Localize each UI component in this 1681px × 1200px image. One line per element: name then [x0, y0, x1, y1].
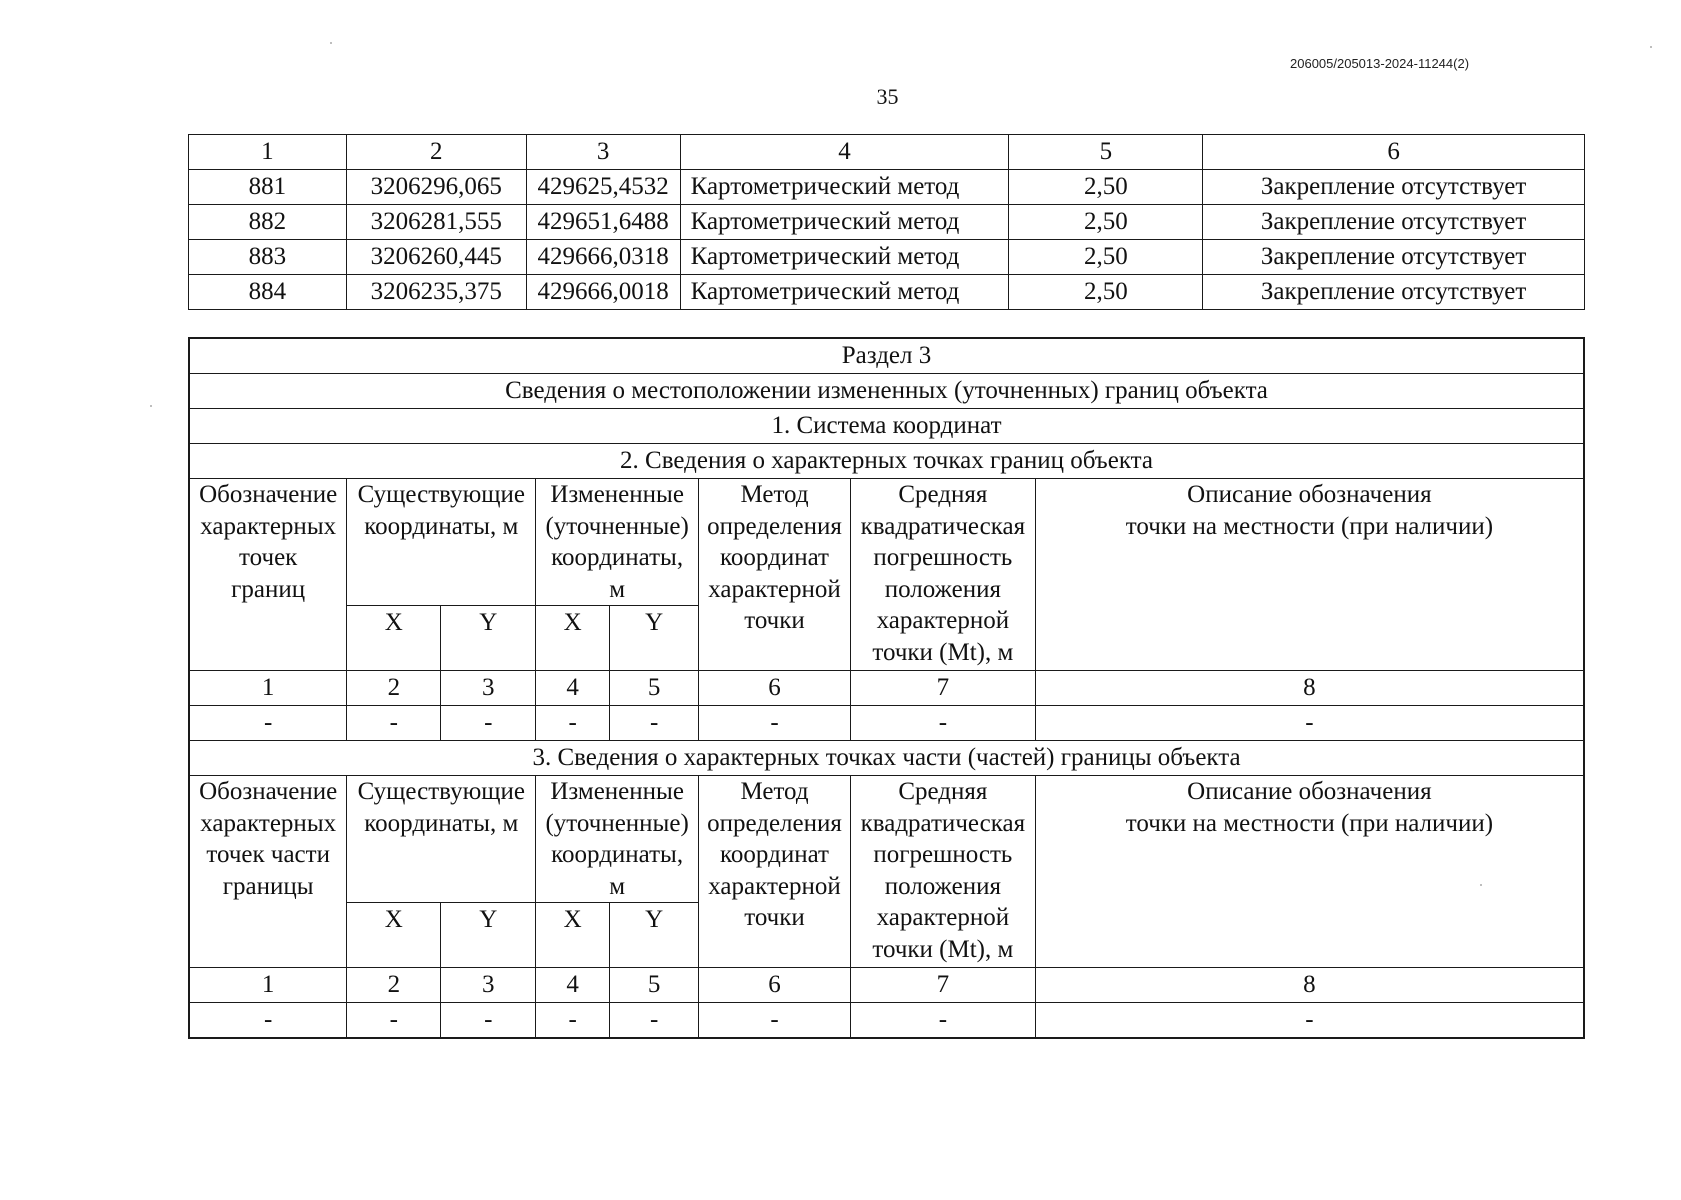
- error-value: 2,50: [1009, 205, 1203, 240]
- point-id: 882: [189, 205, 347, 240]
- section-title: Раздел 3: [189, 338, 1584, 374]
- table-row: [189, 240, 1585, 275]
- column-number: 3: [441, 671, 536, 706]
- column-number: 1: [189, 671, 347, 706]
- coord-x: 3206281,555: [346, 205, 526, 240]
- coord-system-heading: 1. Система координат: [189, 409, 1584, 444]
- table-row: [189, 275, 1585, 310]
- column-number: 5: [1009, 135, 1203, 170]
- header-changed-coords: Измененные (уточненные) координаты, м: [536, 776, 699, 903]
- coord-y: 429666,0018: [526, 275, 680, 310]
- error-value: 2,50: [1009, 170, 1203, 205]
- section-3-table: [188, 337, 1585, 1039]
- header-description: Описание обозначения точки на местности (при наличии): [1035, 479, 1584, 671]
- part3-title-row: [189, 741, 1584, 776]
- header-existing-coords: Существующие координаты, м: [347, 776, 536, 903]
- table-row: [189, 170, 1585, 205]
- coord-x: 3206235,375: [346, 275, 526, 310]
- scan-speck: [330, 42, 332, 44]
- table-cell: -: [850, 706, 1035, 741]
- column-number: 8: [1035, 968, 1584, 1003]
- method: Картометрический метод: [680, 275, 1009, 310]
- part3-number-row: [189, 968, 1584, 1003]
- table-cell: -: [610, 706, 699, 741]
- point-id: 881: [189, 170, 347, 205]
- column-number: 2: [347, 968, 441, 1003]
- header-changed-y: Y: [610, 606, 699, 671]
- section-title-row: [189, 338, 1584, 374]
- fixing-description: Закрепление отсутствует: [1203, 170, 1585, 205]
- header-error: Средняя квадратическая погрешность положения характерной точки (Mt), м: [850, 776, 1035, 968]
- coord-y: 429666,0318: [526, 240, 680, 275]
- table-row: [189, 1003, 1584, 1039]
- column-number: 3: [441, 968, 536, 1003]
- table-cell: -: [1035, 1003, 1584, 1039]
- header-changed-y: Y: [610, 903, 699, 968]
- part3-header-row: [189, 776, 1584, 903]
- method: Картометрический метод: [680, 170, 1009, 205]
- part3-title: 3. Сведения о характерных точках части (частей) границы объекта: [189, 741, 1584, 776]
- table-row: [189, 205, 1585, 240]
- point-id: 884: [189, 275, 347, 310]
- header-existing-y: Y: [441, 903, 536, 968]
- table-cell: -: [347, 706, 441, 741]
- column-number: 5: [610, 968, 699, 1003]
- column-number: 7: [850, 671, 1035, 706]
- document-id: 206005/205013-2024-11244(2): [1290, 56, 1470, 71]
- table-cell: -: [850, 1003, 1035, 1039]
- scan-speck: [150, 405, 152, 407]
- column-number: 6: [699, 671, 851, 706]
- table-cell: -: [347, 1003, 441, 1039]
- coord-system-row: [189, 409, 1584, 444]
- fixing-description: Закрепление отсутствует: [1203, 240, 1585, 275]
- column-number: 2: [347, 671, 441, 706]
- header-error: Средняя квадратическая погрешность положения характерной точки (Mt), м: [850, 479, 1035, 671]
- header-existing-coords: Существующие координаты, м: [347, 479, 536, 606]
- column-number: 6: [1203, 135, 1585, 170]
- header-designation: Обозначение характерных точек части границы: [189, 776, 347, 968]
- table-cell: -: [441, 706, 536, 741]
- column-number: 3: [526, 135, 680, 170]
- column-number: 4: [536, 968, 610, 1003]
- method: Картометрический метод: [680, 205, 1009, 240]
- scan-speck: [1480, 884, 1482, 886]
- table-cell: -: [441, 1003, 536, 1039]
- table-cell: -: [1035, 706, 1584, 741]
- coordinates-table: [188, 134, 1585, 310]
- coord-y: 429651,6488: [526, 205, 680, 240]
- column-number: 8: [1035, 671, 1584, 706]
- table-cell: -: [189, 706, 347, 741]
- error-value: 2,50: [1009, 240, 1203, 275]
- table-row: [189, 706, 1584, 741]
- part2-title: 2. Сведения о характерных точках границ объекта: [189, 444, 1584, 479]
- page-number: 35: [876, 84, 899, 109]
- column-number: 5: [610, 671, 699, 706]
- table-cell: -: [189, 1003, 347, 1039]
- header-existing-x: X: [347, 903, 441, 968]
- header-existing-x: X: [347, 606, 441, 671]
- column-number: 1: [189, 968, 347, 1003]
- section-subtitle: Сведения о местоположении измененных (уточненных) границ объекта: [189, 374, 1584, 409]
- column-number: 6: [699, 968, 851, 1003]
- header-changed-x: X: [536, 903, 610, 968]
- column-number: 4: [680, 135, 1009, 170]
- coord-x: 3206296,065: [346, 170, 526, 205]
- header-description: Описание обозначения точки на местности (при наличии): [1035, 776, 1584, 968]
- coord-x: 3206260,445: [346, 240, 526, 275]
- method: Картометрический метод: [680, 240, 1009, 275]
- table-header-row: [189, 135, 1585, 170]
- scan-speck: [1650, 46, 1652, 48]
- header-changed-x: X: [536, 606, 610, 671]
- coord-y: 429625,4532: [526, 170, 680, 205]
- column-number: 7: [850, 968, 1035, 1003]
- column-number: 4: [536, 671, 610, 706]
- header-existing-y: Y: [441, 606, 536, 671]
- table-cell: -: [610, 1003, 699, 1039]
- table-cell: -: [536, 706, 610, 741]
- part2-header-row: [189, 479, 1584, 606]
- fixing-description: Закрепление отсутствует: [1203, 205, 1585, 240]
- table-cell: -: [536, 1003, 610, 1039]
- point-id: 883: [189, 240, 347, 275]
- section-subtitle-row: [189, 374, 1584, 409]
- part2-number-row: [189, 671, 1584, 706]
- header-method: Метод определения координат характерной точки: [699, 479, 851, 671]
- error-value: 2,50: [1009, 275, 1203, 310]
- table-cell: -: [699, 706, 851, 741]
- header-method: Метод определения координат характерной точки: [699, 776, 851, 968]
- column-number: 1: [189, 135, 347, 170]
- header-changed-coords: Измененные (уточненные) координаты, м: [536, 479, 699, 606]
- part2-title-row: [189, 444, 1584, 479]
- table-cell: -: [699, 1003, 851, 1039]
- column-number: 2: [346, 135, 526, 170]
- fixing-description: Закрепление отсутствует: [1203, 275, 1585, 310]
- header-designation: Обозначение характерных точек границ: [189, 479, 347, 671]
